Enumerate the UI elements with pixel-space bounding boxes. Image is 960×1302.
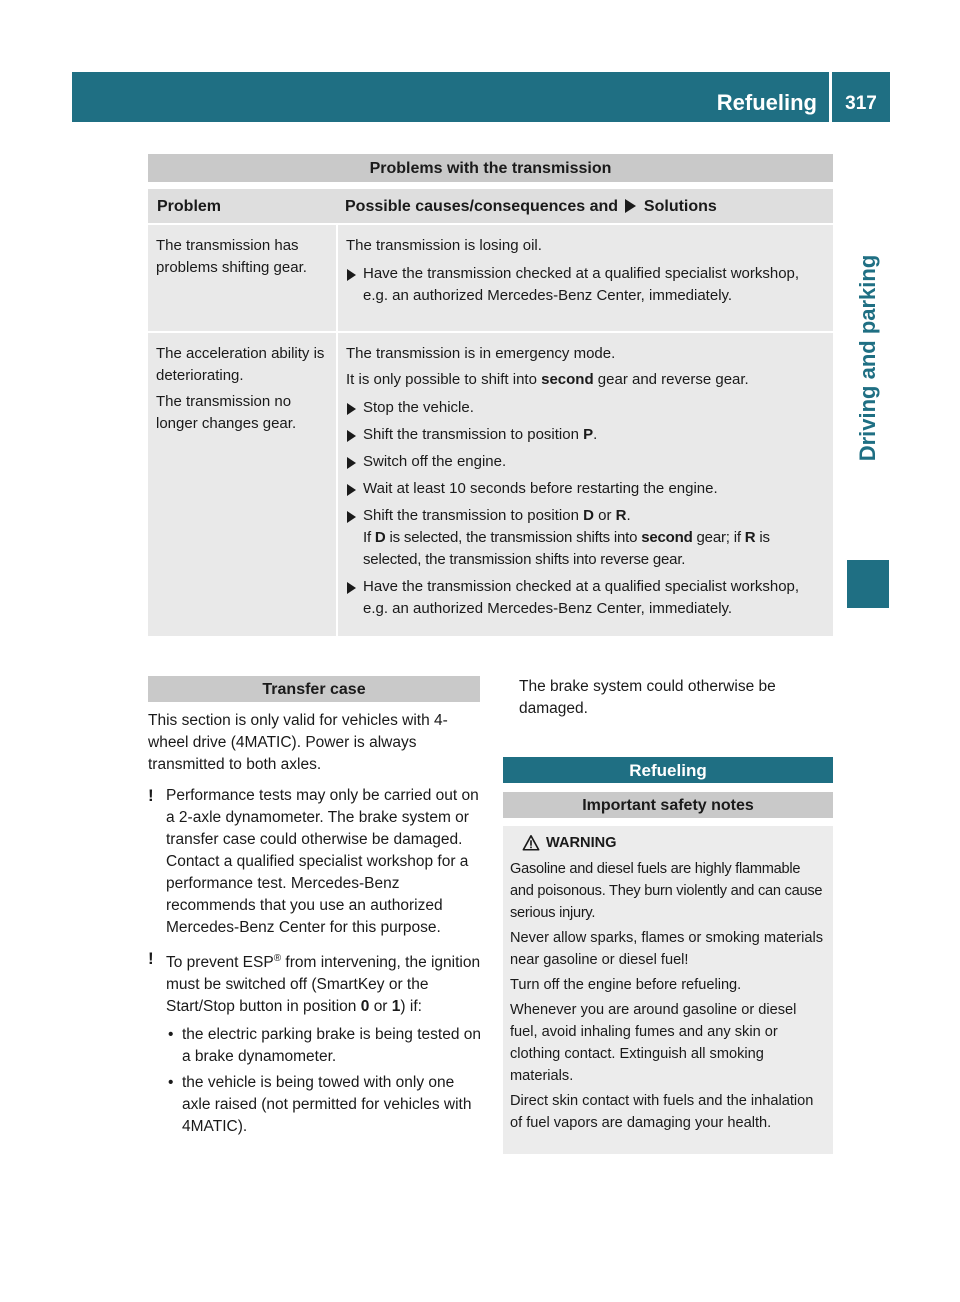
- detail-d: D: [374, 529, 386, 546]
- note-item: [148, 948, 482, 1018]
- step-detail: [363, 529, 770, 568]
- arrow-right-icon: [347, 582, 356, 594]
- table-title: Problems with the transmission: [148, 154, 833, 182]
- transfer-case-body: [148, 710, 482, 1142]
- page-number: 317: [845, 93, 877, 114]
- problem-text: The acceleration ability is deteriorating.: [156, 345, 325, 384]
- bullet-item: [166, 1072, 482, 1138]
- section-heading-transfer-case: Transfer case: [148, 676, 480, 702]
- problem-cell: [148, 333, 336, 636]
- detail-pre: If: [363, 529, 371, 546]
- detail-second: second: [641, 529, 693, 546]
- note-item: [148, 785, 482, 939]
- gear-position-d: D: [583, 507, 594, 524]
- detail-gear: gear; if: [696, 529, 741, 546]
- section-heading-refueling: Refueling: [503, 757, 833, 783]
- list-item: [346, 451, 825, 473]
- cause-text: The transmission is losing oil.: [346, 237, 542, 254]
- continued-text: The brake system could otherwise be damaged.: [519, 678, 776, 717]
- col-header-solutions-suffix: Solutions: [643, 198, 717, 215]
- arrow-right-icon: [347, 511, 356, 523]
- col-header-solutions-prefix: Possible causes/consequences and: [345, 198, 619, 215]
- shift-info: [346, 369, 825, 391]
- step-text: Shift the transmission to position: [363, 426, 579, 443]
- step-text: Shift the transmission to position: [363, 507, 579, 524]
- warning-box: [503, 826, 833, 1154]
- step-text-or: or: [598, 507, 612, 524]
- step-text: Switch off the engine.: [363, 453, 507, 470]
- solution-cell: [336, 333, 833, 636]
- gear-position-r: R: [615, 507, 627, 524]
- arrow-right-icon: [347, 269, 356, 281]
- arrow-right-icon: [347, 484, 356, 496]
- warning-text: Gasoline and diesel fuels are highly flammable and poisonous. They burn violently and can cause serious injury.: [510, 861, 823, 921]
- gear-position-p: P: [583, 426, 594, 443]
- shift-info-post: gear and reverse gear.: [597, 371, 749, 388]
- list-item: [346, 576, 825, 620]
- list-item: Shift the transmission to position P.: [346, 424, 825, 446]
- bullet-text: the vehicle is being towed with only one axle raised (not permitted for vehicles with 4MATIC).: [182, 1074, 472, 1136]
- step-text: Wait at least 10 seconds before restarting the engine.: [363, 480, 718, 497]
- solution-cell: [336, 225, 833, 331]
- arrow-right-icon: [347, 430, 356, 442]
- list-item: [346, 478, 825, 500]
- warning-label: WARNING: [546, 835, 617, 851]
- step-text: Have the transmission checked at a qualified specialist workshop, e.g. an authorized Mercedes-Benz Center, immediately.: [363, 265, 800, 304]
- step-text: Stop the vehicle.: [363, 399, 474, 416]
- detail-post: is selected, the transmission shifts into reverse gear.: [363, 529, 770, 568]
- col-header-problem: Problem: [157, 198, 222, 215]
- header-title: Refueling: [716, 90, 817, 115]
- detail-r: R: [744, 529, 756, 546]
- warning-text: Whenever you are around gasoline or diesel fuel, avoid inhaling fumes and any skin or clothing contact. Extinguish all smoking materials.: [510, 1002, 797, 1084]
- note-text-mid: from intervening, the ignition must be switched off (SmartKey or the Start/Stop button in position: [166, 954, 481, 1016]
- problem-cell: [148, 225, 336, 331]
- exclamation-icon: !: [148, 949, 154, 968]
- warning-text: Direct skin contact with fuels and the inhalation of fuel vapors are damaging your health.: [510, 1093, 814, 1131]
- note-text-or: or: [373, 998, 388, 1016]
- position-one: 1: [391, 998, 401, 1016]
- shift-info-bold: second: [541, 371, 594, 388]
- detail-mid: is selected, the transmission shifts into: [389, 529, 638, 546]
- bullet-icon: •: [168, 1026, 174, 1044]
- intro-text: This section is only valid for vehicles with 4-wheel drive (4MATIC). Power is always transmitted to both axles.: [148, 712, 448, 773]
- list-item: [346, 397, 825, 419]
- exclamation-icon: !: [148, 786, 154, 805]
- list-item: [346, 263, 825, 307]
- side-tab-marker: [847, 560, 889, 608]
- arrow-right-icon: [347, 403, 356, 415]
- side-tab: [847, 168, 889, 548]
- warning-heading: [510, 832, 826, 854]
- arrow-right-icon: [347, 457, 356, 469]
- warning-triangle-icon: [522, 834, 540, 852]
- bullet-item: [166, 1024, 482, 1068]
- col-header-solutions: [345, 189, 717, 225]
- note-text-pre: To prevent ESP: [166, 954, 274, 972]
- arrow-right-icon: [625, 199, 636, 213]
- problem-text: The transmission has problems shifting gear.: [156, 237, 307, 276]
- list-item: Shift the transmission to position D or R. If D is selected, the transmission shifts into second gear; if R is selected, the transmission shifts into reverse gear.: [346, 505, 825, 571]
- warning-text: Turn off the engine before refueling.: [510, 977, 742, 993]
- note-text: Performance tests may only be carried out on a 2-axle dynamometer. The brake system or transfer case could otherwise be damaged. Contact a qualified specialist workshop for a performance test. Mercedes-Benz recommends that you use an authorized Mercedes-Benz Center for this purpose.: [166, 787, 479, 936]
- warning-text: Never allow sparks, flames or smoking materials near gasoline or diesel fuel!: [510, 930, 824, 968]
- table-row: [148, 333, 833, 636]
- section-heading-safety-notes: Important safety notes: [503, 792, 833, 818]
- registered-mark: ®: [273, 953, 282, 964]
- position-zero: 0: [360, 998, 370, 1016]
- problem-text: The transmission no longer changes gear.: [156, 393, 297, 432]
- bullet-text: the electric parking brake is being tested on a brake dynamometer.: [182, 1026, 481, 1066]
- table-row: [148, 225, 833, 331]
- side-tab-label: Driving and parking: [855, 254, 880, 462]
- table-header: [148, 189, 833, 223]
- step-text: Have the transmission checked at a qualified specialist workshop, e.g. an authorized Mercedes-Benz Center, immediately.: [363, 578, 800, 617]
- shift-info-pre: It is only possible to shift into: [346, 371, 537, 388]
- cause-text: The transmission is in emergency mode.: [346, 345, 616, 362]
- bullet-icon: •: [168, 1074, 174, 1092]
- problems-table: [148, 189, 833, 636]
- note-text-post: ) if:: [400, 998, 422, 1016]
